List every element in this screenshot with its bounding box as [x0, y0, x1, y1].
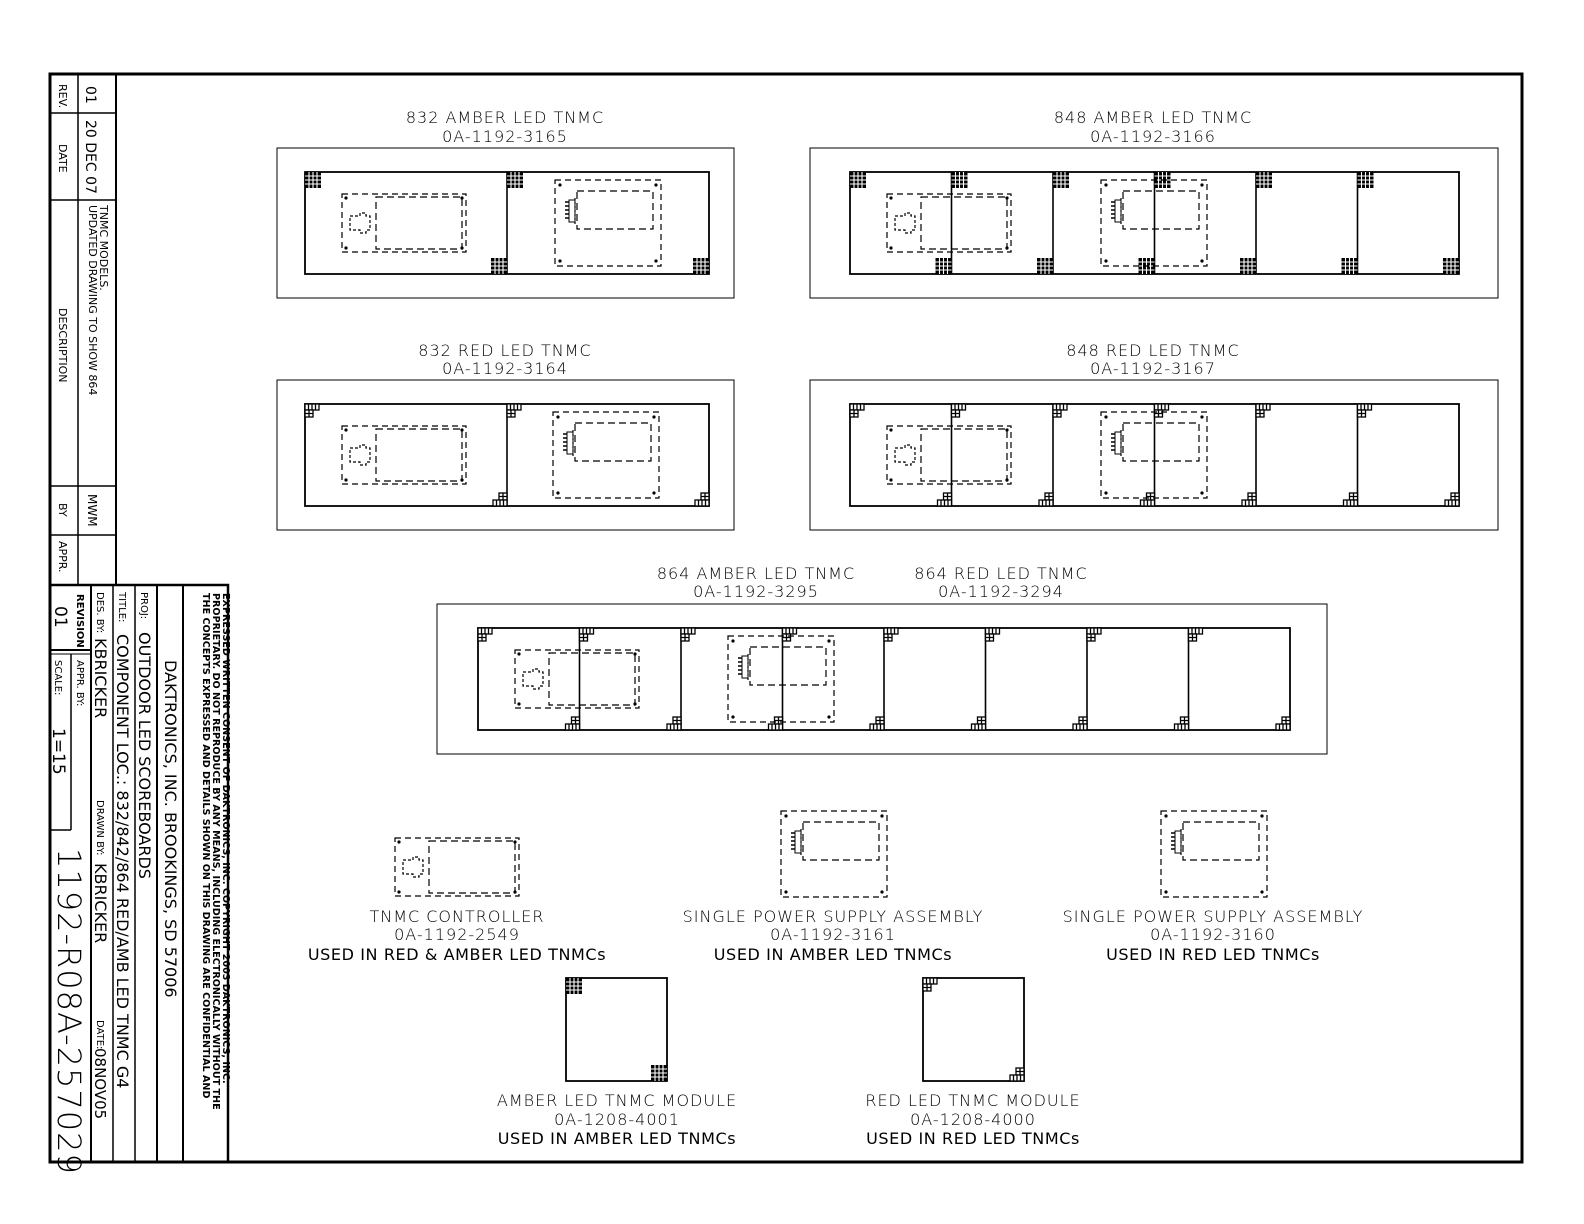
led-pattern-icon: [1256, 172, 1272, 188]
assembly-part: 0A-1192-3167: [1090, 359, 1216, 378]
component-part: 0A-1192-3161: [770, 925, 896, 944]
appr-header: APPR.: [56, 541, 69, 573]
assembly-848-red: [810, 380, 1498, 530]
date-label: DATE:: [94, 1020, 105, 1050]
assembly-part: 0A-1192-3166: [1090, 127, 1216, 146]
led-pattern-icon: [478, 628, 492, 641]
assembly-part: 0A-1192-3295: [693, 582, 819, 601]
led-pattern-icon: [667, 717, 681, 730]
rev-header: REV.: [56, 84, 69, 109]
led-pattern-icon: [1276, 717, 1290, 730]
led-pattern-icon: [1445, 493, 1459, 506]
led-pattern-icon: [1037, 258, 1053, 274]
component-usage: USED IN RED LED TNMCs: [1106, 945, 1320, 964]
component-usage: USED IN AMBER LED TNMCs: [713, 945, 953, 964]
led-pattern-icon: [493, 493, 507, 506]
led-pattern-icon: [972, 717, 986, 730]
assembly-848-amber: [810, 148, 1498, 298]
led-pattern-icon: [693, 258, 709, 274]
scale-label: SCALE:: [52, 660, 63, 696]
assembly-title: 848 AMBER LED TNMC: [1053, 108, 1253, 127]
sheet-border: [50, 74, 1522, 1162]
description-entry-line2: TNMC MODELS.: [97, 205, 110, 291]
title-block: [48, 585, 231, 1175]
led-pattern-icon: [305, 404, 319, 417]
drawn-by-label: DRAWN BY:: [94, 800, 105, 856]
des-by-value: KBRICKER: [91, 638, 110, 719]
led-pattern-icon: [566, 978, 582, 994]
assembly-part: 0A-1192-3294: [938, 582, 1064, 601]
component-title: SINGLE POWER SUPPLY ASSEMBLY: [1062, 907, 1364, 926]
led-pattern-icon: [507, 172, 523, 188]
power-supply-outline: [555, 180, 661, 266]
led-pattern-icon: [1155, 404, 1169, 417]
led-pattern-icon: [1358, 404, 1372, 417]
led-pattern-icon: [1039, 493, 1053, 506]
power-supply-outline: [728, 636, 834, 722]
led-pattern-icon: [1175, 717, 1189, 730]
component-title: RED LED TNMC MODULE: [865, 1091, 1081, 1110]
component-part: 0A-1208-4001: [554, 1110, 680, 1129]
led-pattern-icon: [1242, 493, 1256, 506]
led-pattern-icon: [986, 628, 1000, 641]
assembly-frame: [277, 148, 734, 298]
led-pattern-icon: [1358, 172, 1374, 188]
by-header: BY: [56, 503, 69, 517]
led-pattern-icon: [884, 628, 898, 641]
assembly-title: 864 AMBER LED TNMC: [656, 564, 856, 583]
date-value: 08NOV05: [91, 1048, 109, 1120]
confidential-notice-3: EXPRESSED WRITTEN CONSENT OF DAKTRONICS, INC. COPYRIGHT 2003 DAKTRONICS, INC.: [220, 593, 231, 1084]
led-pattern-icon: [1256, 404, 1270, 417]
led-pattern-icon: [769, 717, 783, 730]
assembly-part: 0A-1192-3164: [442, 359, 568, 378]
assembly-title: 864 RED LED TNMC: [914, 564, 1088, 583]
assembly-864: [437, 604, 1327, 754]
led-pattern-icon: [850, 404, 864, 417]
component-usage: USED IN AMBER LED TNMCs: [497, 1129, 737, 1148]
led-pattern-icon: [1053, 172, 1069, 188]
title-label: TITLE:: [116, 592, 127, 623]
led-pattern-icon: [695, 493, 709, 506]
confidential-notice-1: THE CONCEPTS EXPRESSED AND DETAILS SHOWN ON THIS DRAWING ARE CONFIDENTIAL AND: [200, 593, 211, 1099]
assembly-frame: [277, 380, 734, 530]
led-pattern-icon: [1344, 493, 1358, 506]
led-pattern-icon: [938, 493, 952, 506]
revision-block: [50, 74, 116, 585]
component-part: 0A-1192-3160: [1150, 925, 1276, 944]
component-title: AMBER LED TNMC MODULE: [496, 1091, 738, 1110]
led-pattern-icon: [952, 172, 968, 188]
amber-power-supply-outline: [781, 811, 887, 897]
component-title: TNMC CONTROLLER: [369, 907, 545, 926]
led-pattern-icon: [1087, 628, 1101, 641]
proj-value: OUTDOOR LED SCOREBOARDS: [135, 632, 154, 879]
power-supply-outline: [553, 412, 659, 498]
by-entry: MWM: [85, 494, 99, 527]
drawing-number: 1192-R08A-257029: [50, 848, 88, 1175]
controller-outline: [342, 426, 466, 484]
led-pattern-icon: [507, 404, 521, 417]
amber-module-drawing: [566, 978, 667, 1081]
red-module-drawing: [923, 978, 1024, 1081]
date-entry: 20 DEC 07: [82, 120, 98, 194]
drawn-by-value: KBRICKER: [91, 863, 110, 944]
assembly-labels: [406, 108, 1252, 601]
led-pattern-icon: [850, 172, 866, 188]
led-pattern-icon: [1010, 1068, 1024, 1081]
controller-outline: [342, 194, 466, 252]
controller-outline: [887, 194, 1011, 252]
company-name: DAKTRONICS, INC. BROOKINGS, SD 57006: [161, 660, 180, 998]
controller-outline: [515, 650, 639, 708]
led-pattern-icon: [1189, 628, 1203, 641]
component-part: 0A-1208-4000: [910, 1110, 1036, 1129]
description-entry-line1: UPDATED DRAWING TO SHOW 864: [86, 205, 99, 396]
revision-value: 01: [50, 606, 70, 628]
led-pattern-icon: [651, 1065, 667, 1081]
assembly-title: 832 AMBER LED TNMC: [405, 108, 605, 127]
component-usage: USED IN RED & AMBER LED TNMCs: [307, 945, 607, 964]
controller-outline: [887, 426, 1011, 484]
assembly-title: 832 RED LED TNMC: [418, 341, 592, 360]
revision-label: REVISION: [74, 594, 85, 648]
led-pattern-icon: [1443, 258, 1459, 274]
component-title: SINGLE POWER SUPPLY ASSEMBLY: [682, 907, 984, 926]
title-value: COMPONENT LOC.: 832/842/864 RED/AMB LED TNMC G4: [113, 634, 132, 1089]
led-pattern-icon: [936, 258, 952, 274]
assembly-title: 848 RED LED TNMC: [1066, 341, 1240, 360]
assembly-frame: [437, 604, 1327, 754]
led-pattern-icon: [783, 628, 797, 641]
rev-entry: 01: [82, 86, 98, 104]
led-pattern-icon: [305, 172, 321, 188]
led-pattern-icon: [1240, 258, 1256, 274]
led-pattern-icon: [870, 717, 884, 730]
led-pattern-icon: [1342, 258, 1358, 274]
led-pattern-icon: [952, 404, 966, 417]
component-labels: [308, 907, 1364, 1148]
date-header: DATE: [56, 144, 69, 173]
des-by-label: DES. BY:: [94, 592, 105, 634]
tnmc-controller-outline: [395, 838, 519, 896]
confidential-notice-2: PROPRIETARY. DO NOT REPRODUCE BY ANY MEANS, INCLUDING ELECTRONICALLY WITHOUT THE: [210, 593, 221, 1110]
scale-value: 1=15: [48, 728, 68, 775]
led-pattern-icon: [1141, 493, 1155, 506]
component-usage: USED IN RED LED TNMCs: [866, 1129, 1080, 1148]
red-module-outline: [923, 978, 1024, 1081]
appr-by-label: APPR. BY:: [74, 660, 85, 707]
description-header: DESCRIPTION: [56, 308, 69, 383]
led-pattern-icon: [923, 978, 937, 991]
led-pattern-icon: [580, 628, 594, 641]
led-pattern-icon: [681, 628, 695, 641]
assembly-part: 0A-1192-3165: [442, 127, 568, 146]
red-power-supply-outline: [1161, 811, 1267, 897]
assembly-832-amber: [277, 148, 734, 298]
assembly-832-red: [277, 380, 734, 530]
led-pattern-icon: [1073, 717, 1087, 730]
led-pattern-icon: [491, 258, 507, 274]
component-part: 0A-1192-2549: [394, 925, 520, 944]
led-pattern-icon: [566, 717, 580, 730]
proj-label: PROJ:: [138, 592, 149, 620]
led-pattern-icon: [1053, 404, 1067, 417]
